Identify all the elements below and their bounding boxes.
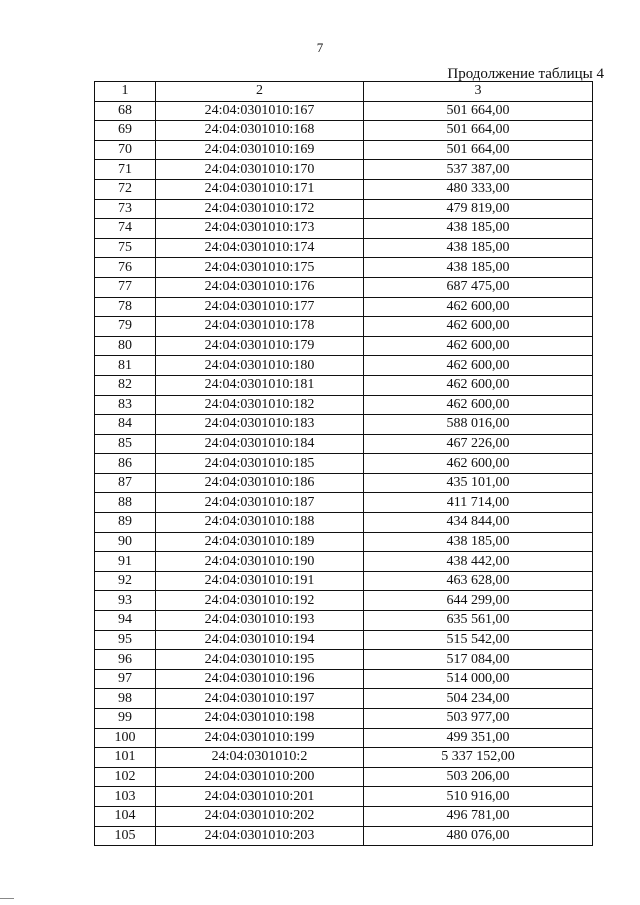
cadastral-number-cell: 24:04:0301010:195 (156, 650, 364, 670)
table-row (95, 121, 593, 141)
row-number-cell: 104 (95, 806, 156, 826)
value-cell: 514 000,00 (364, 669, 593, 689)
value-cell: 462 600,00 (364, 454, 593, 474)
cadastral-number-cell: 24:04:0301010:173 (156, 219, 364, 239)
row-number-cell: 78 (95, 297, 156, 317)
cadastral-number-cell: 24:04:0301010:189 (156, 532, 364, 552)
value-cell: 501 664,00 (364, 140, 593, 160)
value-cell: 537 387,00 (364, 160, 593, 180)
table-row (95, 219, 593, 239)
row-number-cell: 98 (95, 689, 156, 709)
cadastral-number-cell: 24:04:0301010:188 (156, 513, 364, 533)
cadastral-number-cell: 24:04:0301010:179 (156, 336, 364, 356)
value-cell: 644 299,00 (364, 591, 593, 611)
value-cell: 438 185,00 (364, 532, 593, 552)
row-number-cell: 88 (95, 493, 156, 513)
row-number-cell: 76 (95, 258, 156, 278)
cadastral-number-cell: 24:04:0301010:178 (156, 317, 364, 337)
cadastral-number-cell: 24:04:0301010:191 (156, 571, 364, 591)
value-cell: 510 916,00 (364, 787, 593, 807)
header-cell-2: 2 (156, 82, 364, 102)
table-row (95, 532, 593, 552)
row-number-cell: 95 (95, 630, 156, 650)
row-number-cell: 77 (95, 277, 156, 297)
row-number-cell: 93 (95, 591, 156, 611)
cadastral-number-cell: 24:04:0301010:175 (156, 258, 364, 278)
table-row (95, 787, 593, 807)
table-row (95, 317, 593, 337)
row-number-cell: 72 (95, 179, 156, 199)
table-row (95, 826, 593, 846)
row-number-cell: 97 (95, 669, 156, 689)
value-cell: 499 351,00 (364, 728, 593, 748)
table-row (95, 297, 593, 317)
row-number-cell: 69 (95, 121, 156, 141)
value-cell: 438 442,00 (364, 552, 593, 572)
value-cell: 467 226,00 (364, 434, 593, 454)
table-row (95, 571, 593, 591)
table-row (95, 669, 593, 689)
table-body (95, 101, 593, 846)
value-cell: 462 600,00 (364, 356, 593, 376)
cadastral-number-cell: 24:04:0301010:2 (156, 748, 364, 768)
row-number-cell: 102 (95, 767, 156, 787)
value-cell: 480 076,00 (364, 826, 593, 846)
value-cell: 496 781,00 (364, 806, 593, 826)
row-number-cell: 92 (95, 571, 156, 591)
value-cell: 479 819,00 (364, 199, 593, 219)
row-number-cell: 71 (95, 160, 156, 180)
cadastral-number-cell: 24:04:0301010:192 (156, 591, 364, 611)
value-cell: 462 600,00 (364, 317, 593, 337)
row-number-cell: 86 (95, 454, 156, 474)
row-number-cell: 96 (95, 650, 156, 670)
cadastral-number-cell: 24:04:0301010:172 (156, 199, 364, 219)
cadastral-number-cell: 24:04:0301010:177 (156, 297, 364, 317)
cadastral-number-cell: 24:04:0301010:176 (156, 277, 364, 297)
value-cell: 515 542,00 (364, 630, 593, 650)
value-cell: 5 337 152,00 (364, 748, 593, 768)
row-number-cell: 70 (95, 140, 156, 160)
cadastral-number-cell: 24:04:0301010:198 (156, 709, 364, 729)
cadastral-number-cell: 24:04:0301010:193 (156, 611, 364, 631)
value-cell: 503 977,00 (364, 709, 593, 729)
table-row (95, 806, 593, 826)
table-row (95, 238, 593, 258)
value-cell: 588 016,00 (364, 415, 593, 435)
data-table (94, 81, 593, 846)
row-number-cell: 74 (95, 219, 156, 239)
cadastral-number-cell: 24:04:0301010:202 (156, 806, 364, 826)
table-row (95, 160, 593, 180)
cadastral-number-cell: 24:04:0301010:182 (156, 395, 364, 415)
value-cell: 462 600,00 (364, 297, 593, 317)
cadastral-number-cell: 24:04:0301010:187 (156, 493, 364, 513)
row-number-cell: 80 (95, 336, 156, 356)
table-row (95, 552, 593, 572)
value-cell: 480 333,00 (364, 179, 593, 199)
footer-mark (0, 898, 14, 899)
value-cell: 517 084,00 (364, 650, 593, 670)
table-row (95, 395, 593, 415)
value-cell: 438 185,00 (364, 238, 593, 258)
value-cell: 504 234,00 (364, 689, 593, 709)
row-number-cell: 68 (95, 101, 156, 121)
row-number-cell: 84 (95, 415, 156, 435)
table-row (95, 650, 593, 670)
cadastral-number-cell: 24:04:0301010:171 (156, 179, 364, 199)
cadastral-number-cell: 24:04:0301010:197 (156, 689, 364, 709)
table-row (95, 454, 593, 474)
table-row (95, 415, 593, 435)
value-cell: 438 185,00 (364, 219, 593, 239)
cadastral-number-cell: 24:04:0301010:174 (156, 238, 364, 258)
row-number-cell: 101 (95, 748, 156, 768)
value-cell: 501 664,00 (364, 121, 593, 141)
table-caption: Продолжение таблицы 4 (447, 66, 604, 82)
table-row (95, 356, 593, 376)
cadastral-number-cell: 24:04:0301010:183 (156, 415, 364, 435)
row-number-cell: 90 (95, 532, 156, 552)
row-number-cell: 103 (95, 787, 156, 807)
row-number-cell: 82 (95, 375, 156, 395)
row-number-cell: 73 (95, 199, 156, 219)
cadastral-number-cell: 24:04:0301010:180 (156, 356, 364, 376)
row-number-cell: 89 (95, 513, 156, 533)
table-row (95, 493, 593, 513)
table-row (95, 728, 593, 748)
value-cell: 462 600,00 (364, 336, 593, 356)
cadastral-number-cell: 24:04:0301010:199 (156, 728, 364, 748)
value-cell: 687 475,00 (364, 277, 593, 297)
table-row (95, 473, 593, 493)
cadastral-number-cell: 24:04:0301010:186 (156, 473, 364, 493)
table-row (95, 277, 593, 297)
table-row (95, 336, 593, 356)
header-cell-1: 1 (95, 82, 156, 102)
table-row (95, 199, 593, 219)
table-row (95, 748, 593, 768)
value-cell: 501 664,00 (364, 101, 593, 121)
header-row (95, 82, 593, 102)
value-cell: 463 628,00 (364, 571, 593, 591)
row-number-cell: 83 (95, 395, 156, 415)
row-number-cell: 81 (95, 356, 156, 376)
cadastral-number-cell: 24:04:0301010:194 (156, 630, 364, 650)
row-number-cell: 87 (95, 473, 156, 493)
cadastral-number-cell: 24:04:0301010:169 (156, 140, 364, 160)
table-row (95, 375, 593, 395)
table-row (95, 179, 593, 199)
row-number-cell: 75 (95, 238, 156, 258)
value-cell: 435 101,00 (364, 473, 593, 493)
cadastral-number-cell: 24:04:0301010:167 (156, 101, 364, 121)
value-cell: 462 600,00 (364, 395, 593, 415)
table-row (95, 630, 593, 650)
cadastral-number-cell: 24:04:0301010:190 (156, 552, 364, 572)
row-number-cell: 99 (95, 709, 156, 729)
value-cell: 434 844,00 (364, 513, 593, 533)
row-number-cell: 85 (95, 434, 156, 454)
table-row (95, 101, 593, 121)
cadastral-number-cell: 24:04:0301010:200 (156, 767, 364, 787)
cadastral-number-cell: 24:04:0301010:196 (156, 669, 364, 689)
table-row (95, 611, 593, 631)
row-number-cell: 100 (95, 728, 156, 748)
cadastral-number-cell: 24:04:0301010:203 (156, 826, 364, 846)
table-row (95, 434, 593, 454)
table-row (95, 689, 593, 709)
cadastral-number-cell: 24:04:0301010:168 (156, 121, 364, 141)
row-number-cell: 79 (95, 317, 156, 337)
table-row (95, 709, 593, 729)
cadastral-number-cell: 24:04:0301010:184 (156, 434, 364, 454)
value-cell: 438 185,00 (364, 258, 593, 278)
table-row (95, 513, 593, 533)
table-row (95, 258, 593, 278)
table-row (95, 140, 593, 160)
header-cell-3: 3 (364, 82, 593, 102)
row-number-cell: 94 (95, 611, 156, 631)
row-number-cell: 105 (95, 826, 156, 846)
value-cell: 462 600,00 (364, 375, 593, 395)
cadastral-number-cell: 24:04:0301010:201 (156, 787, 364, 807)
value-cell: 635 561,00 (364, 611, 593, 631)
cadastral-number-cell: 24:04:0301010:181 (156, 375, 364, 395)
row-number-cell: 91 (95, 552, 156, 572)
value-cell: 503 206,00 (364, 767, 593, 787)
table-row (95, 591, 593, 611)
value-cell: 411 714,00 (364, 493, 593, 513)
table-row (95, 767, 593, 787)
page-number: 7 (316, 40, 324, 55)
cadastral-number-cell: 24:04:0301010:170 (156, 160, 364, 180)
cadastral-number-cell: 24:04:0301010:185 (156, 454, 364, 474)
